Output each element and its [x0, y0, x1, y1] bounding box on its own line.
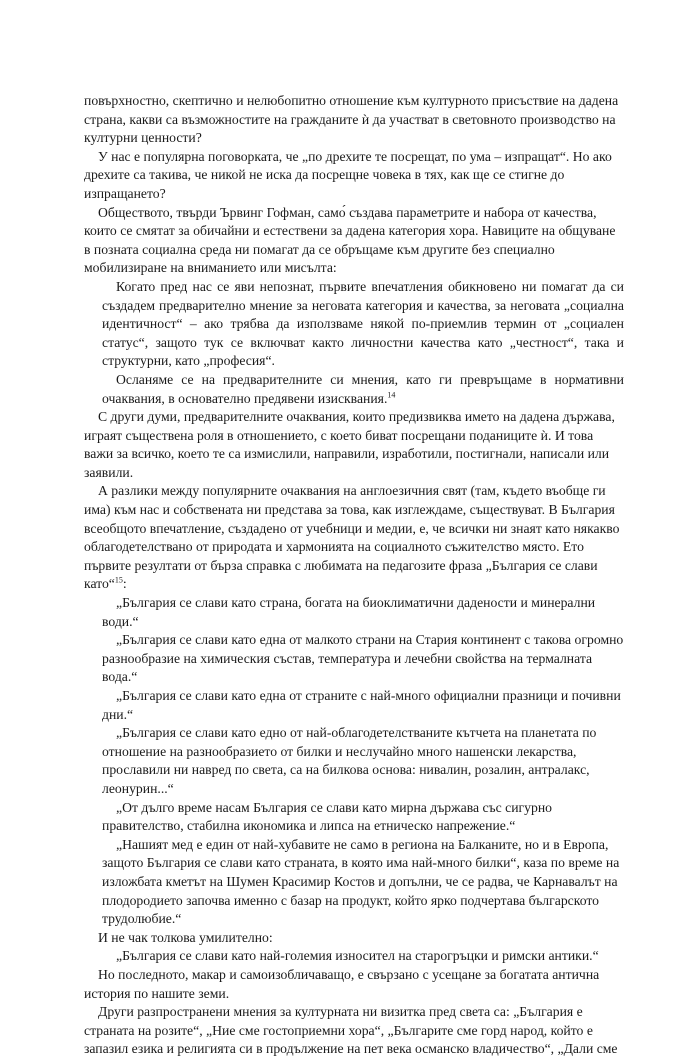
footnote-ref-15[interactable]: 15 — [114, 575, 123, 585]
quote-1: „България се слави като страна, богата на биоклиматични дадености и минерални води.“ — [102, 595, 596, 629]
quote-6: „Нашият мед е един от най-хубавите не само в региона на Балканите, но и в Европа, защото България се слави като страната, в която има най-много билки“, каза по време на изложбата кметът на Шумен Красимир Костов и допълни, че се радва, че Карнавалът на плодородието започва именно с базар на продукт, който ярко подчертава българското трудолюбие.“ — [102, 836, 620, 927]
paragraph-3: Обществото, твърди Ървинг Гофман, само́ създава параметрите и набора от качества, които се смятат за обичайни и естествени за дадена категория хора. Навиците на общуване в позната социална среда ни помагат да се обръщаме към другите без специално мобилизиране на вниманието или мисълта: — [84, 204, 616, 276]
quote-4: „България се слави като едно от най-облагодетелстваните кътчета на планетата по отношение на разнообразието от билки и неслучайно много нашенски лекарства, прославили ни навред по света, са на билкова основа: нивалин, розалин, антралакс, леонурин...“ — [102, 725, 597, 796]
quote-7: „България се слави като най-големия износител на старогръцки и римски антики.“ — [116, 948, 599, 964]
quote-3: „България се слави като една от страните с най-много официални празници и почивни дни.“ — [102, 688, 621, 722]
paragraph-5-text: А разлики между популярните очаквания на англоезичния свят (там, където въобще ги има) към нас и собствената ни представа за това, как изглеждаме, съществуват. В България всеобщото впечатление, създадено от учебници и медии, е, че всички ни знаят като някакво облагодетелствано от природата и хармонията на социалното съжителство място. Ето първите резултати от бърза справка с любимата на педагозите фраза „България се слави като“ — [84, 483, 620, 592]
paragraph-5 — [84, 482, 624, 594]
document-page — [84, 92, 624, 1059]
block-quote-2-text: Осланяме се на предварителните си мнения, като ги превръщаме в нормативни очаквания, в основателно предявени изисквания. — [102, 371, 624, 406]
block-quote-1: Когато пред нас се яви непознат, първите впечатления обикновено ни помагат да си създадем предварително мнение за неговата категория и качества, за неговата „социална идентичност“ – ако трябва да използваме някой по-приемлив термин от „социален статус“, защото тук се включват както личностни качества като „честност“, така и структурни, като „професия“. — [102, 278, 624, 369]
quote-2: „България се слави като една от малкото страни на Стария континент с такова огромно разнообразие на химическия състав, температура и лечебни свойства на термалната вода.“ — [102, 632, 624, 685]
paragraph-5-end: : — [122, 576, 127, 592]
quote-5: „От дълго време насам България се слави като мирна държава със сигурно правителство, стабилна икономика и липса на етническо напрежение.“ — [102, 799, 552, 834]
paragraph-1: повърхностно, скептично и нелюбопитно отношение към културното присъствие на дадена страна, какви са възможностите на гражданите ѝ да участват в световното производство на културни ценности? — [84, 93, 619, 146]
paragraph-7: Но последното, макар и самоизобличаващо, е свързано с усещане за богатата антична история по нашите земи. — [84, 966, 600, 1001]
paragraph-8: Други разпространени мнения за културната ни визитка пред света са: „България е страната на розите“, „Ние сме гостоприемни хора“, „Българите сме горд народ, който е запазил езика и религията си в продължение на пет века османско владичество“, „Дали сме — [84, 1004, 618, 1057]
paragraph-4: С други думи, предварителните очаквания, които предизвиква името на дадена държава, играят съществена роля в отношението, с което биват посрещани поданиците ѝ. И това важи за всичко, което те са измислили, направили, изработили, постигнали, написали или заявили. — [84, 409, 615, 480]
paragraph-6: И не чак толкова умилително: — [98, 929, 273, 945]
paragraph-2: У нас е популярна поговорката, че „по дрехите те посрещат, по ума – изпращат“. Но ако дрехите са такива, че никой не иска да посрещне човека в тях, как ще се стигне до изпращането? — [84, 148, 612, 201]
footnote-ref-14[interactable]: 14 — [387, 389, 396, 399]
block-quote-2 — [84, 371, 624, 408]
